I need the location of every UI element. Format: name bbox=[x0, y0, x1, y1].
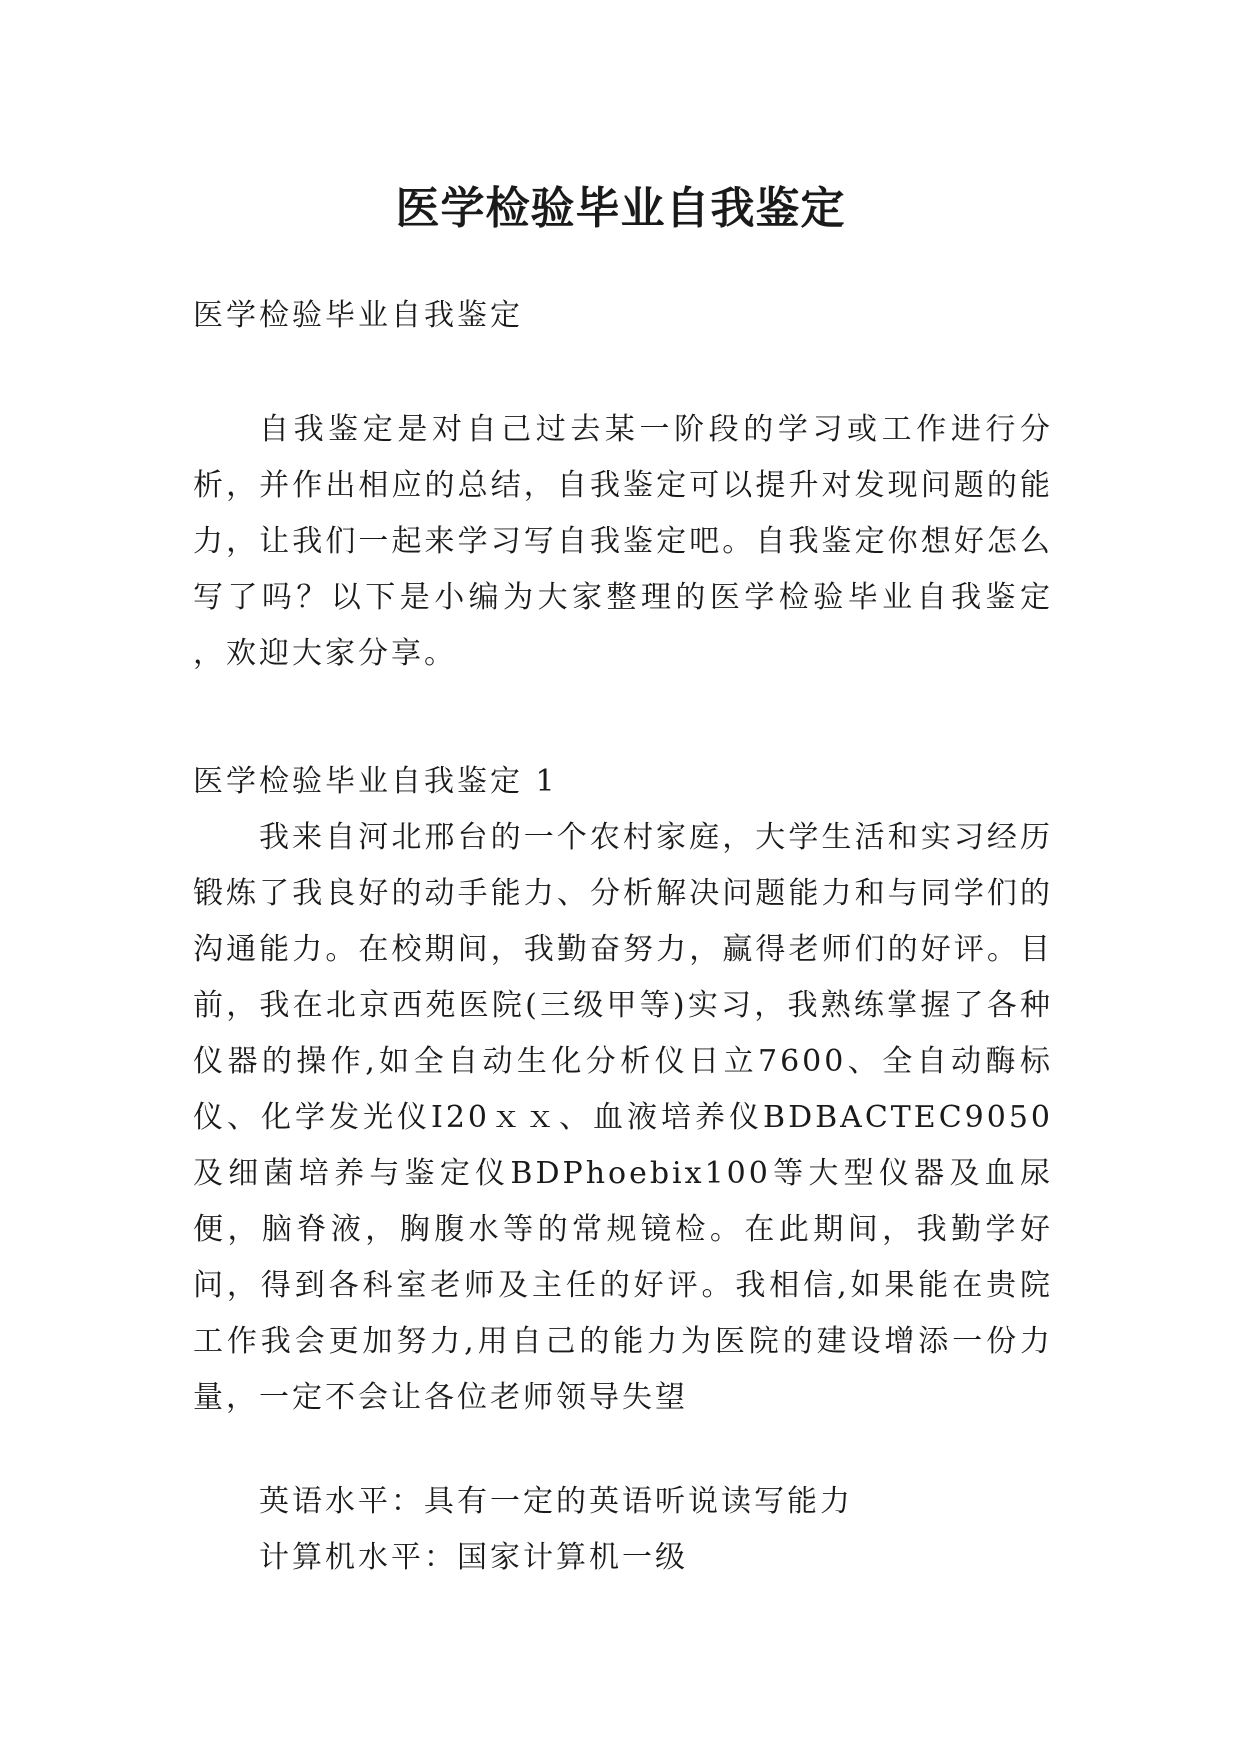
intro-paragraph: 自我鉴定是对自己过去某一阶段的学习或工作进行分析，并作出相应的总结，自我鉴定可以提升对发现问题的能力，让我们一起来学习写自我鉴定吧。自我鉴定你想好怎么写了吗？以下是小编为大家整理的医学检验毕业自我鉴定 ，欢迎大家分享。 bbox=[193, 412, 1053, 671]
document-title: 医学检验毕业自我鉴定 bbox=[395, 183, 846, 235]
document-subtitle: 医学检验毕业自我鉴定 bbox=[193, 298, 523, 333]
computer-level-line: 计算机水平：国家计算机一级 bbox=[259, 1540, 688, 1575]
section-paragraph: 我来自河北邢台的一个农村家庭，大学生活和实习经历锻炼了我良好的动手能力、分析解决问题能力和与同学们的沟通能力。在校期间，我勤奋努力，赢得老师们的好评。目前，我在北京西苑医院(三级甲等)实习，我熟练掌握了各种仪器的操作,如全自动生化分析仪日立7600、全自动酶标仪、化学发光仪I20ｘｘ、血液培养仪BDBACTEC9050及细菌培养与鉴定仪BDPhoebix100等大型仪器及血尿便，脑脊液，胸腹水等的常规镜检。在此期间，我勤学好问，得到各科室老师及主任的好评。我相信,如果能在贵院工作我会更加努力,用自己的能力为医院的建设增添一份力量，一定不会让各位老师领导失望 bbox=[193, 820, 1053, 1415]
english-level-line: 英语水平：具有一定的英语听说读写能力 bbox=[259, 1484, 853, 1519]
section-heading: 医学检验毕业自我鉴定 1 bbox=[193, 764, 558, 799]
